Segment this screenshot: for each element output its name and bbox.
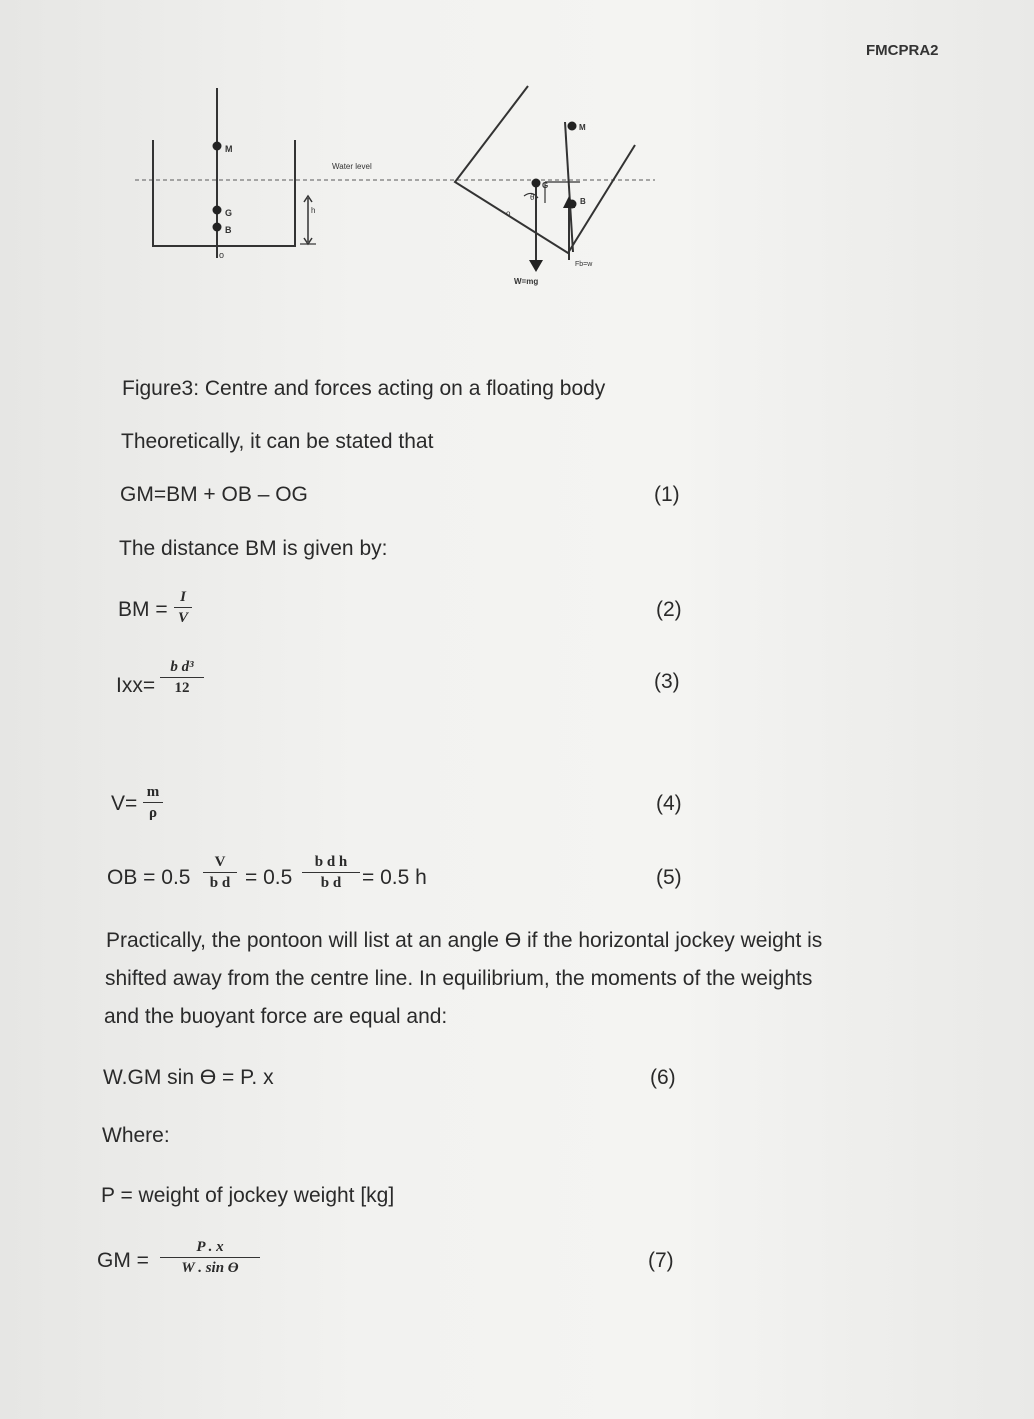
equation-4-number: (4)	[656, 792, 682, 815]
equation-7-denominator: W . sin ϴ	[181, 1260, 239, 1276]
equation-2-numerator: I	[180, 589, 186, 605]
buoyancy-centre-point-upright	[213, 223, 222, 232]
weight-arrow-head	[529, 260, 543, 272]
equation-5-fraction-2-numerator: b d h	[314, 854, 348, 870]
label-O-left: o	[219, 250, 225, 260]
equation-6-number: (6)	[650, 1066, 676, 1089]
label-buoyancy: Fb=w	[575, 261, 593, 268]
equation-7-fraction	[160, 1238, 260, 1277]
label-G-left: G	[225, 208, 233, 218]
equation-2-fraction	[174, 588, 192, 627]
equation-2-lhs: BM =	[118, 598, 168, 621]
equation-5-fraction-1-denominator: b d	[209, 875, 231, 891]
equation-3-number: (3)	[654, 670, 680, 693]
upright-pontoon-diagram	[135, 88, 655, 258]
equation-7-lhs: GM =	[97, 1249, 149, 1272]
equation-5-number: (5)	[656, 866, 682, 889]
equation-4-denominator: ρ	[148, 805, 158, 821]
fraction-bar	[302, 872, 360, 873]
label-M-right: M	[579, 123, 586, 132]
equation-4-fraction	[143, 783, 163, 822]
tilted-pontoon-diagram	[455, 86, 635, 266]
bm-intro-text: The distance BM is given by:	[119, 537, 388, 560]
label-theta: θ	[530, 193, 535, 202]
equation-1-number: (1)	[654, 483, 680, 506]
fraction-bar	[203, 872, 237, 873]
fraction-bar	[174, 607, 192, 608]
fraction-bar	[160, 1257, 260, 1258]
equation-5-rhs: = 0.5 h	[362, 866, 427, 889]
equation-7-numerator: P . x	[196, 1239, 224, 1255]
pontoon-hull-tilted	[455, 86, 635, 253]
gravity-centre-point-upright	[213, 206, 222, 215]
equation-2-number: (2)	[656, 598, 682, 621]
equation-5-fraction-1	[203, 853, 237, 892]
label-M-left: M	[225, 144, 233, 154]
equation-3-numerator: b d³	[170, 659, 194, 675]
fraction-bar	[143, 802, 163, 803]
paragraph-line-1: Practically, the pontoon will list at an angle ϴ if the horizontal jockey weight is	[106, 929, 823, 952]
floating-body-figure	[120, 70, 660, 300]
gravity-centre-point-tilted	[532, 179, 541, 188]
paragraph-line-2: shifted away from the centre line. In equilibrium, the moments of the weights	[105, 967, 813, 990]
label-O-right: o	[506, 209, 511, 218]
equation-3-denominator: 12	[174, 680, 190, 696]
equation-5-mid: = 0.5	[245, 866, 293, 889]
label-weight: W=mg	[514, 277, 539, 286]
label-B-left: B	[225, 225, 232, 235]
equation-1: GM=BM + OB – OG	[120, 483, 308, 506]
equation-4-numerator: m	[146, 784, 160, 800]
equation-5-fraction-2	[302, 853, 360, 892]
equation-5-lhs: OB = 0.5	[107, 866, 191, 889]
label-water-level: Water level	[332, 162, 372, 171]
fraction-bar	[160, 677, 204, 678]
figure-caption: Figure3: Centre and forces acting on a floating body	[122, 377, 606, 400]
document-code: FMCPRA2	[866, 42, 939, 59]
buoyancy-centre-point-tilted	[568, 200, 577, 209]
paragraph-line-3: and the buoyant force are equal and:	[104, 1005, 448, 1028]
equation-6: W.GM sin ϴ = P. x	[103, 1066, 274, 1089]
label-h: h	[311, 206, 316, 215]
pontoon-hull-upright	[153, 140, 295, 246]
intro-text: Theoretically, it can be stated that	[121, 430, 434, 453]
metacentre-point-upright	[213, 142, 222, 151]
equation-7-number: (7)	[648, 1249, 674, 1272]
label-B-right: B	[580, 197, 586, 206]
equation-5-fraction-2-denominator: b d	[320, 875, 342, 891]
where-label: Where:	[102, 1124, 170, 1147]
equation-2-denominator: V	[177, 610, 188, 626]
equation-3-lhs: Ixx=	[116, 674, 156, 697]
p-definition: P = weight of jockey weight [kg]	[101, 1184, 395, 1207]
equation-3-fraction	[160, 658, 204, 697]
label-G-right: G	[542, 181, 549, 190]
metacentre-point-tilted	[568, 122, 577, 131]
equation-5-fraction-1-numerator: V	[214, 854, 226, 870]
equation-4-lhs: V=	[111, 792, 138, 815]
